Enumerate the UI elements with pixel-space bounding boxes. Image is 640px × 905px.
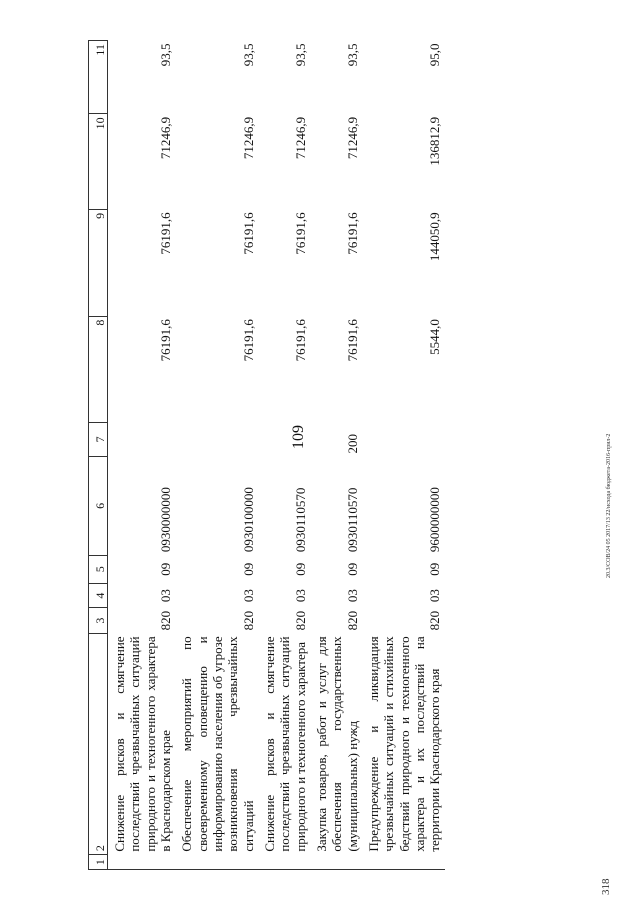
row-description: Предупреждение и ликвидация чрезвычайных ситуаций и стихийных бедствий природного и техногенного характера и их последствий на территории Краснодарского края <box>365 636 443 852</box>
row-col11: 93,5 <box>157 43 173 67</box>
row-description: Закупка товаров, работ и услуг для обеспечения государственных (муниципальных) нужд <box>313 636 360 852</box>
row-col11: 93,5 <box>344 43 360 67</box>
row-col7 <box>108 422 176 456</box>
row-col6: 0930110570 <box>292 487 308 553</box>
header-col-1: 1 <box>89 855 108 870</box>
row-col6: 0930110570 <box>344 487 360 553</box>
row-description: Обеспечение мероприятий по своевременному оповещению и информированию населения об угрозе возникновения чрезвычайных ситуаций <box>179 636 256 852</box>
row-col3: 820 <box>240 610 256 631</box>
row-col4: 03 <box>344 589 360 603</box>
row-col3: 820 <box>344 610 360 631</box>
row-col10: 71246,9 <box>240 116 256 160</box>
row-col9: 76191,6 <box>344 212 360 255</box>
row-col5: 09 <box>292 562 308 576</box>
row-col8: 76191,6 <box>240 319 256 362</box>
table-row <box>175 41 258 870</box>
row-col6: 0930000000 <box>157 487 173 553</box>
row-col7: 200 <box>344 433 360 454</box>
row-col10: 136812,9 <box>427 116 443 166</box>
row-col7 <box>175 422 258 456</box>
row-description: Снижение рисков и смягчение последствий чрезвычайных ситуаций природного и техногенного характера <box>261 636 308 852</box>
budget-table <box>88 40 445 870</box>
row-col10: 71246,9 <box>344 116 360 160</box>
row-col5: 09 <box>427 562 443 576</box>
footer-code: 20.3/СОВ/24 05 2017/13 22/исхода бюджета-2016-прил-2 <box>606 433 612 578</box>
row-col8: 76191,6 <box>344 319 360 362</box>
row-col6: 0930100000 <box>240 487 256 553</box>
row-col4: 03 <box>427 589 443 603</box>
row-col7 <box>258 422 310 456</box>
row-col10: 71246,9 <box>292 116 308 160</box>
row-col5: 09 <box>240 562 256 576</box>
row-col8: 5544,0 <box>427 319 443 355</box>
row-col4: 03 <box>157 589 173 603</box>
row-col9: 144050,9 <box>427 212 443 262</box>
row-col8: 76191,6 <box>292 319 308 362</box>
page-number: 109 <box>290 425 307 449</box>
row-col11: 93,5 <box>292 43 308 67</box>
table-row <box>362 41 445 870</box>
header-col-2: 2 <box>89 633 108 854</box>
row-col4: 03 <box>292 589 308 603</box>
row-col4: 03 <box>240 589 256 603</box>
row-col7 <box>362 422 445 456</box>
header-col-8: 8 <box>89 316 108 422</box>
row-col9: 76191,6 <box>240 212 256 255</box>
rotated-table-container <box>88 40 592 870</box>
row-col11: 93,5 <box>240 43 256 67</box>
row-col9: 76191,6 <box>292 212 308 255</box>
row-col3: 820 <box>292 610 308 631</box>
row-col10: 71246,9 <box>157 116 173 160</box>
row-col9: 76191,6 <box>157 212 173 255</box>
table-row <box>258 41 310 870</box>
row-col5: 09 <box>344 562 360 576</box>
row-col3: 820 <box>427 610 443 631</box>
header-col-3: 3 <box>89 608 108 634</box>
row-description: Снижение рисков и смягчение последствий чрезвычайных ситуаций природного и техногенного характера в Краснодарском крае <box>112 636 173 852</box>
corner-number: 318 <box>600 878 612 895</box>
header-col-10: 10 <box>89 114 108 210</box>
row-col8: 76191,6 <box>157 319 173 362</box>
header-col-6: 6 <box>89 456 108 555</box>
row-col3: 820 <box>157 610 173 631</box>
header-col-7: 7 <box>89 422 108 456</box>
header-row <box>89 41 108 870</box>
table-row <box>310 41 362 870</box>
row-col11: 95,0 <box>427 43 443 67</box>
table-row <box>108 41 176 870</box>
header-col-9: 9 <box>89 209 108 316</box>
header-col-4: 4 <box>89 583 108 608</box>
header-col-5: 5 <box>89 555 108 583</box>
row-col5: 09 <box>157 562 173 576</box>
row-col6: 9600000000 <box>427 487 443 553</box>
header-col-11: 11 <box>89 41 108 114</box>
